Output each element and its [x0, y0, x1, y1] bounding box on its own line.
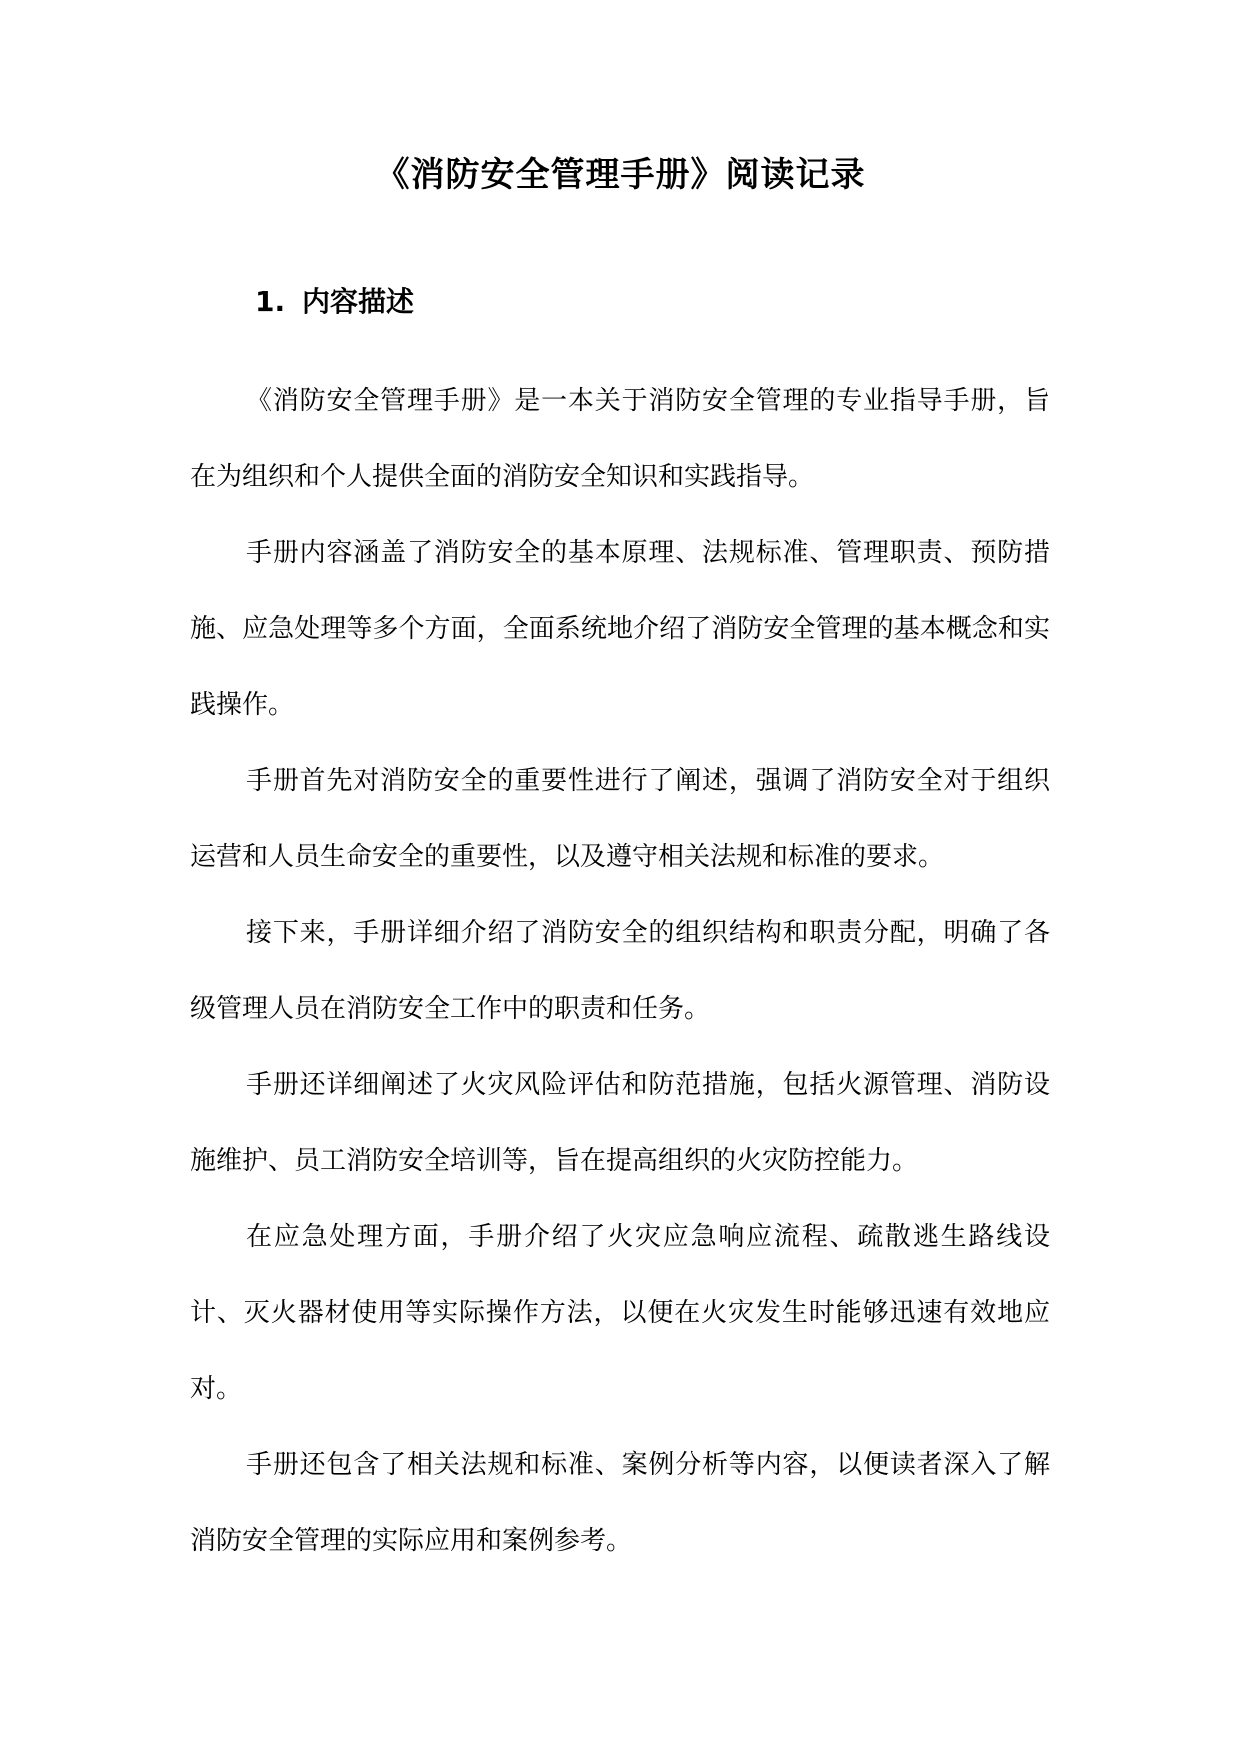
paragraph: 手册还包含了相关法规和标准、案例分析等内容，以便读者深入了解消防安全管理的实际应用和案例参考。 — [190, 1450, 1050, 1556]
paragraph: 手册还详细阐述了火灾风险评估和防范措施，包括火源管理、消防设施维护、员工消防安全培训等，旨在提高组织的火灾防控能力。 — [190, 1070, 1050, 1176]
section-heading-text: 内容描述 — [302, 285, 415, 318]
section-number: 1. — [255, 285, 286, 318]
paragraph: 手册内容涵盖了消防安全的基本原理、法规标准、管理职责、预防措施、应急处理等多个方面，全面系统地介绍了消防安全管理的基本概念和实践操作。 — [190, 538, 1050, 720]
paragraph: 手册首先对消防安全的重要性进行了阐述，强调了消防安全对于组织运营和人员生命安全的重要性，以及遵守相关法规和标准的要求。 — [190, 766, 1050, 872]
document-title: 《消防安全管理手册》阅读记录 — [375, 155, 866, 195]
section-heading — [255, 280, 414, 324]
paragraph: 接下来，手册详细介绍了消防安全的组织结构和职责分配，明确了各级管理人员在消防安全工作中的职责和任务。 — [190, 918, 1050, 1024]
paragraph: 在应急处理方面，手册介绍了火灾应急响应流程、疏散逃生路线设计、灭火器材使用等实际操作方法，以便在火灾发生时能够迅速有效地应对。 — [190, 1222, 1050, 1404]
paragraph: 《消防安全管理手册》是一本关于消防安全管理的专业指导手册，旨在为组织和个人提供全面的消防安全知识和实践指导。 — [190, 386, 1050, 492]
document-body — [190, 363, 1050, 1579]
